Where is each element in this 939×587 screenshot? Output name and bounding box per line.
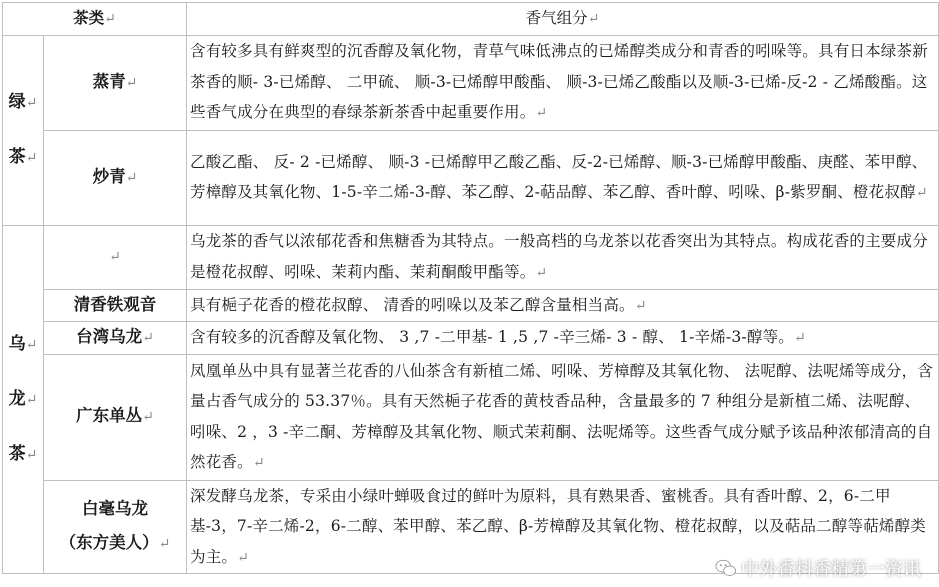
header-aroma-label: 香气组分 <box>525 9 588 27</box>
group-green-char <box>6 75 40 130</box>
aroma-text: 具有梔子花香的橙花叔醇、 清香的吲哚以及苯乙醇含量相当高。 <box>190 295 635 314</box>
aroma-cell <box>187 289 939 322</box>
wechat-icon <box>715 557 737 579</box>
group-char: 乌 <box>8 333 26 354</box>
table-row <box>3 130 939 225</box>
pilcrow: ↵ <box>915 185 928 201</box>
aroma-text: 乙酸乙酯、 反- 2 -已烯醇、 顺-3 -已烯醇甲乙酸乙酯、反-2-已烯醇、顺-3-已烯醇甲酸酯、庚醛、苯甲醇、芳樟醇及其氧化物、1-5-辛二烯-3-醇、苯乙醇、2-萜品醇、苯乙醇、香叶醇、吲哚、β-紫罗酮、橙花叔醇 <box>190 152 928 201</box>
group-char: 茶 <box>8 147 26 167</box>
group-oolong-char <box>6 372 40 427</box>
variety-cell <box>44 480 187 574</box>
header-category-label: 茶类 <box>73 8 105 27</box>
header-row <box>3 3 939 36</box>
header-aroma <box>187 3 939 36</box>
watermark <box>715 555 921 581</box>
pilcrow: ↵ <box>634 297 647 314</box>
variety-name-line <box>47 526 183 561</box>
table-row <box>3 225 939 289</box>
group-oolong <box>3 225 44 574</box>
aroma-cell <box>187 225 939 289</box>
pilcrow: ↵ <box>142 409 154 426</box>
aroma-cell <box>187 322 939 355</box>
pilcrow: ↵ <box>25 95 38 111</box>
table-row <box>3 322 939 355</box>
variety-cell <box>44 322 187 355</box>
pilcrow: ↵ <box>142 330 154 346</box>
pilcrow: ↵ <box>25 150 38 166</box>
variety-cell <box>44 130 187 225</box>
aroma-text: 凤凰单丛中具有显著兰花香的八仙茶含有新植二烯、吲哚、芳樟醇及其氧化物、 法呢醇、法呢烯等成分，含量占香气成分的 53.37％。具有天然梔子花香的黄枝香品种，含量最多的 7 种组分是新植二烯、法呢醇、吲哚、2 ，3 -辛二酮、芳樟醇及其氧化物、顺式茉莉酮、法呢烯等。这些香气成分赋予该品种浓郁清高的自然花香。 <box>190 361 934 471</box>
variety-name-line <box>47 492 183 526</box>
aroma-text: 含有较多的沉香醇及氧化物、 3 ,7 -二甲基- 1 ,5 ,7 -辛三烯- 3 - 醇、 1-辛烯-3-醇等。 <box>190 328 794 346</box>
aroma-text: 含有较多具有鲜爽型的沉香醇及氧化物，青草气味低沸点的已烯醇类成分和青香的吲哚等。具有日本绿茶新茶香的顺- 3-已烯醇、 二甲硫、 顺-3-已烯醇甲酸酯、 顺-3-已烯乙酸酯以及顺-3-已烯-反-2 - 乙烯酸酯。这些香气成分在典型的春绿茶新茶香中起重要作用。 <box>190 42 928 122</box>
group-green <box>3 35 44 225</box>
table-row <box>3 354 939 480</box>
table-row <box>3 289 939 322</box>
variety-name: 台湾乌龙 <box>76 327 143 346</box>
pilcrow: ↵ <box>109 249 121 266</box>
table-row <box>3 35 939 130</box>
pilcrow: ↵ <box>25 446 38 463</box>
pilcrow: ↵ <box>25 391 38 408</box>
variety-name: 蒸青 <box>92 71 126 91</box>
pilcrow: ↵ <box>25 336 38 353</box>
group-char: 绿 <box>8 92 26 112</box>
pilcrow: ↵ <box>104 11 116 27</box>
variety-cell <box>44 35 187 130</box>
pilcrow: ↵ <box>587 11 600 27</box>
variety-cell <box>44 289 187 322</box>
group-oolong-char <box>6 317 40 372</box>
aroma-cell <box>187 35 939 130</box>
pilcrow: ↵ <box>252 455 265 471</box>
variety-subname: （东方美人） <box>59 533 159 553</box>
variety-cell <box>44 225 187 289</box>
group-char: 茶 <box>8 443 26 464</box>
variety-name: 广东单丛 <box>76 406 143 426</box>
group-char: 龙 <box>8 388 26 409</box>
aroma-text: 深发酵乌龙茶，专采由小绿叶蝉吸食过的鲜叶为原料，具有熟果香、蜜桃香。具有香叶醇、2，6-二甲基-3，7-辛二烯-2，6-二醇、苯甲醇、苯乙醇、β-芳樟醇及其氧化物、橙花叔醇，以及萜品二醇等萜烯醇类为主。 <box>190 486 926 566</box>
variety-name: 炒青 <box>92 166 126 186</box>
pilcrow: ↵ <box>535 105 548 122</box>
tea-aroma-table <box>2 2 939 574</box>
watermark-text: 中外香料香精第一资讯 <box>741 559 921 580</box>
variety-name: 清香铁观音 <box>73 295 157 314</box>
aroma-text: 乌龙茶的香气以浓郁花香和焦糖香为其特点。一般高档的乌龙茶以花香突出为其特点。构成花香的主要成分是橙花叔醇、吲哚、茉莉内酯、茉莉酮酸甲酯等。 <box>190 232 928 281</box>
group-oolong-char <box>6 427 40 482</box>
pilcrow: ↵ <box>125 74 138 91</box>
header-category <box>3 3 187 36</box>
pilcrow: ↵ <box>158 536 171 553</box>
pilcrow: ↵ <box>793 330 806 346</box>
pilcrow: ↵ <box>237 549 250 566</box>
aroma-cell <box>187 354 939 480</box>
variety-cell <box>44 354 187 480</box>
pilcrow: ↵ <box>535 264 548 281</box>
pilcrow: ↵ <box>125 169 138 186</box>
group-green-char <box>6 130 40 185</box>
variety-name: 白毫乌龙 <box>82 499 148 519</box>
aroma-cell <box>187 130 939 225</box>
